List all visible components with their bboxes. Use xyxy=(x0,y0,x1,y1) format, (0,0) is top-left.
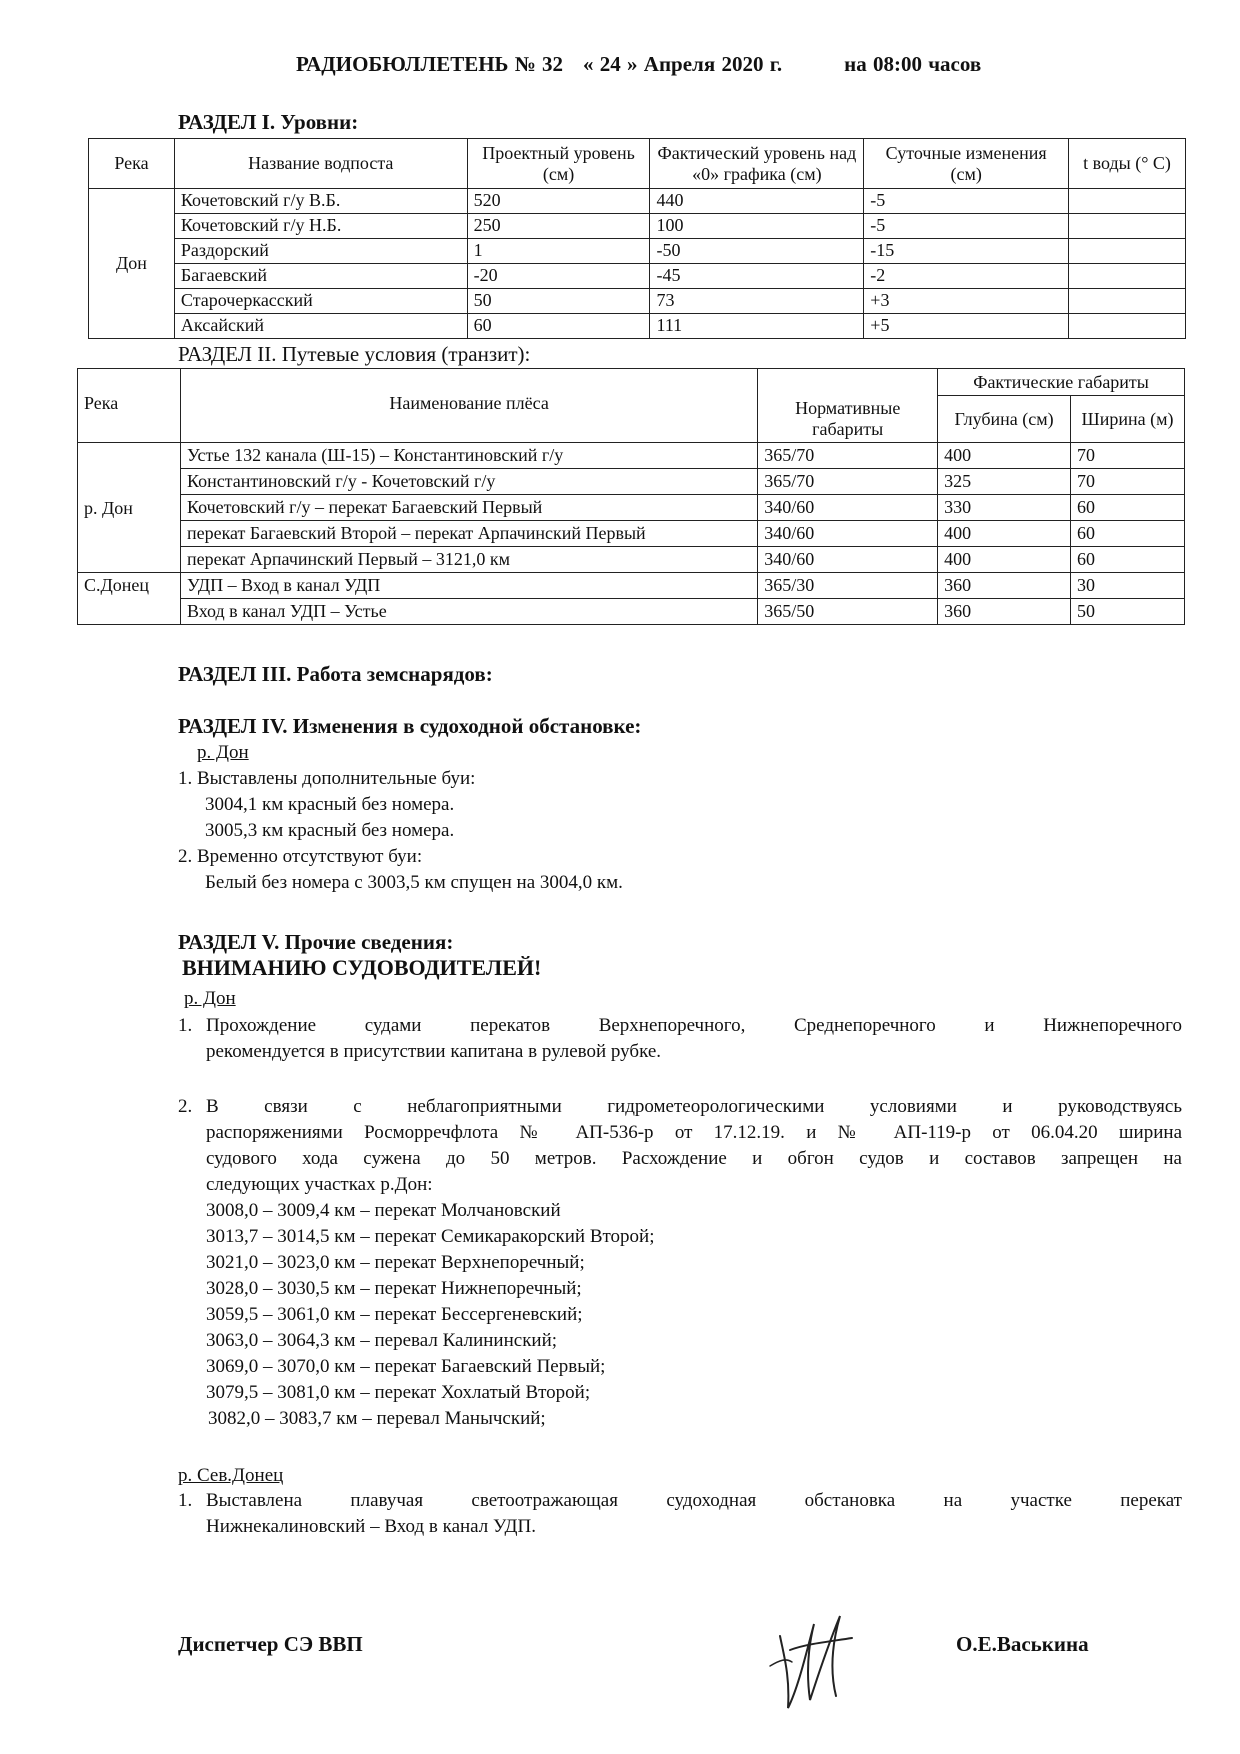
levels-post: Старочеркасский xyxy=(174,289,467,314)
dispatcher-name: О.Е.Васькина xyxy=(956,1632,1089,1656)
route-river-cell: р. Дон xyxy=(78,443,181,573)
route-width: 60 xyxy=(1071,547,1185,573)
levels-design: -20 xyxy=(467,264,650,289)
section4-river: р. Дон xyxy=(197,742,249,763)
bulletin-date: « 24 » Апреля 2020 г. xyxy=(583,52,783,76)
section5-river-2-label: р. Сев.Донец xyxy=(178,1465,284,1486)
paragraph-line: Прохождение судами перекатов Верхнепоречного, Среднепоречного и Нижнепоречного xyxy=(206,1015,1182,1036)
route-width: 70 xyxy=(1071,443,1185,469)
route-reach: Константиновский г/у - Кочетовский г/у xyxy=(180,469,757,495)
table-row xyxy=(89,239,1186,264)
attention-heading: ВНИМАНИЮ СУДОВОДИТЕЛЕЙ! xyxy=(182,955,542,980)
levels-river-cell: Дон xyxy=(89,189,175,339)
levels-daily: +5 xyxy=(864,314,1069,339)
section4-content xyxy=(178,740,623,896)
paragraph-number: 2. xyxy=(178,1096,193,1117)
table-row xyxy=(78,521,1185,547)
route-reach: Устье 132 канала (Ш-15) – Константиновский г/у xyxy=(180,443,757,469)
route-depth: 400 xyxy=(938,547,1071,573)
levels-header-daily: Суточные изменения (см) xyxy=(864,139,1069,189)
route-header-actual: Фактические габариты xyxy=(938,369,1185,396)
table-row xyxy=(89,314,1186,339)
table-row xyxy=(78,573,1185,599)
levels-daily: -5 xyxy=(864,189,1069,214)
list-item: 3028,0 – 3030,5 км – перекат Нижнепоречный; xyxy=(206,1278,582,1299)
section5-river-2 xyxy=(178,1463,283,1489)
levels-header-river: Река xyxy=(89,139,175,189)
levels-header-post: Название водпоста xyxy=(174,139,467,189)
levels-header-temp: t воды (° С) xyxy=(1069,139,1186,189)
paragraph-line: следующих участках р.Дон: xyxy=(206,1174,433,1195)
route-width: 50 xyxy=(1071,599,1185,625)
route-reach: Вход в канал УДП – Устье xyxy=(180,599,757,625)
route-reach: перекат Арпачинский Первый – 3121,0 км xyxy=(180,547,757,573)
levels-design: 60 xyxy=(467,314,650,339)
paragraph-number: 1. xyxy=(178,1490,193,1511)
section4-item-2: 2. Временно отсутствуют буи: xyxy=(178,846,423,867)
levels-design: 250 xyxy=(467,214,650,239)
route-norm: 365/70 xyxy=(758,443,938,469)
section5-paragraph-3 xyxy=(178,1488,1182,1540)
bulletin-number: РАДИОБЮЛЛЕТЕНЬ № 32 xyxy=(296,52,564,76)
bulletin-time: на 08:00 часов xyxy=(844,52,982,76)
section5-paragraph-2 xyxy=(178,1094,1182,1432)
route-norm: 340/60 xyxy=(758,521,938,547)
paragraph-line: судового хода сужена до 50 метров. Расхождение и обгон судов и составов запрещен на xyxy=(206,1148,1182,1169)
list-item: 3021,0 – 3023,0 км – перекат Верхнепоречный; xyxy=(206,1252,585,1273)
levels-temp xyxy=(1069,189,1186,214)
levels-temp xyxy=(1069,239,1186,264)
paragraph-line: Нижнекалиновский – Вход в канал УДП. xyxy=(206,1516,536,1537)
table-row xyxy=(89,189,1186,214)
route-norm: 340/60 xyxy=(758,547,938,573)
list-item: 3079,5 – 3081,0 км – перекат Хохлатый Второй; xyxy=(206,1382,591,1403)
levels-design: 50 xyxy=(467,289,650,314)
route-norm: 365/70 xyxy=(758,469,938,495)
list-item: 3069,0 – 3070,0 км – перекат Багаевский Первый; xyxy=(206,1356,606,1377)
table-row xyxy=(78,495,1185,521)
table-row xyxy=(78,599,1185,625)
table-row xyxy=(78,443,1185,469)
levels-daily: +3 xyxy=(864,289,1069,314)
route-reach: УДП – Вход в канал УДП xyxy=(180,573,757,599)
levels-table xyxy=(88,138,1186,339)
signature-icon xyxy=(740,1596,860,1716)
levels-actual: 440 xyxy=(650,189,864,214)
route-header-norm: Нормативные габариты xyxy=(758,369,938,443)
route-norm: 365/30 xyxy=(758,573,938,599)
levels-temp xyxy=(1069,314,1186,339)
levels-design: 1 xyxy=(467,239,650,264)
section5-paragraph-1 xyxy=(178,1013,1182,1065)
route-river-cell: С.Донец xyxy=(78,573,181,625)
levels-daily: -2 xyxy=(864,264,1069,289)
levels-temp xyxy=(1069,289,1186,314)
route-depth: 360 xyxy=(938,599,1071,625)
route-norm: 340/60 xyxy=(758,495,938,521)
levels-actual: 111 xyxy=(650,314,864,339)
table-row xyxy=(89,289,1186,314)
paragraph-line: рекомендуется в присутствии капитана в рулевой рубке. xyxy=(206,1041,662,1062)
list-item: 3013,7 – 3014,5 км – перекат Семикаракорский Второй; xyxy=(206,1226,655,1247)
levels-post: Багаевский xyxy=(174,264,467,289)
levels-actual: 100 xyxy=(650,214,864,239)
table-row xyxy=(78,547,1185,573)
route-header-depth: Глубина (см) xyxy=(938,396,1071,443)
paragraph-line: распоряжениями Росморречфлота № АП-536-р от 17.12.19. и № АП-119-р от 06.04.20 ширина xyxy=(206,1122,1182,1143)
route-width: 60 xyxy=(1071,495,1185,521)
levels-design: 520 xyxy=(467,189,650,214)
route-width: 70 xyxy=(1071,469,1185,495)
route-width: 30 xyxy=(1071,573,1185,599)
route-table xyxy=(77,368,1185,625)
section4-item-1-line: 3004,1 км красный без номера. xyxy=(205,794,455,815)
route-depth: 400 xyxy=(938,521,1071,547)
table-row xyxy=(78,469,1185,495)
list-item: 3059,5 – 3061,0 км – перекат Бессергеневский; xyxy=(206,1304,583,1325)
section3-title: РАЗДЕЛ III. Работа земснарядов: xyxy=(178,662,493,686)
route-header-river: Река xyxy=(78,369,181,443)
route-width: 60 xyxy=(1071,521,1185,547)
levels-post: Аксайский xyxy=(174,314,467,339)
route-depth: 400 xyxy=(938,443,1071,469)
levels-header-design: Проектный уровень (см) xyxy=(467,139,650,189)
route-reach: Кочетовский г/у – перекат Багаевский Первый xyxy=(180,495,757,521)
route-reach: перекат Багаевский Второй – перекат Арпачинский Первый xyxy=(180,521,757,547)
section5-river-label: р. Дон xyxy=(184,988,236,1009)
paragraph-line: В связи с неблагоприятными гидрометеорологическими условиями и руководствуясь xyxy=(206,1096,1182,1117)
levels-post: Кочетовский г/у В.Б. xyxy=(174,189,467,214)
route-depth: 360 xyxy=(938,573,1071,599)
section5-title: РАЗДЕЛ V. Прочие сведения: xyxy=(178,930,454,954)
section5-river xyxy=(184,986,236,1012)
levels-post: Кочетовский г/у Н.Б. xyxy=(174,214,467,239)
paragraph-line: Выставлена плавучая светоотражающая судоходная обстановка на участке перекат xyxy=(206,1490,1182,1511)
levels-header-actual: Фактический уровень над «0» графика (см) xyxy=(650,139,864,189)
list-item: 3082,0 – 3083,7 км – перевал Манычский; xyxy=(208,1408,546,1429)
table-row xyxy=(89,264,1186,289)
levels-actual: 73 xyxy=(650,289,864,314)
route-header-reach: Наименование плёса xyxy=(180,369,757,443)
paragraph-number: 1. xyxy=(178,1015,193,1036)
dispatcher-position: Диспетчер СЭ ВВП xyxy=(178,1632,363,1656)
levels-temp xyxy=(1069,214,1186,239)
section4-title: РАЗДЕЛ IV. Изменения в судоходной обстановке: xyxy=(178,714,642,738)
bulletin-title xyxy=(296,52,981,77)
section1-title: РАЗДЕЛ I. Уровни: xyxy=(178,110,359,134)
levels-post: Раздорский xyxy=(174,239,467,264)
list-item: 3008,0 – 3009,4 км – перекат Молчановский xyxy=(206,1200,561,1221)
section4-item-1: 1. Выставлены дополнительные буи: xyxy=(178,768,476,789)
route-header-width: Ширина (м) xyxy=(1071,396,1185,443)
levels-temp xyxy=(1069,264,1186,289)
table-row xyxy=(89,214,1186,239)
route-depth: 325 xyxy=(938,469,1071,495)
section4-item-1-line: 3005,3 км красный без номера. xyxy=(205,820,455,841)
section4-item-2-line: Белый без номера с 3003,5 км спущен на 3004,0 км. xyxy=(205,872,623,893)
route-depth: 330 xyxy=(938,495,1071,521)
route-norm: 365/50 xyxy=(758,599,938,625)
levels-actual: -50 xyxy=(650,239,864,264)
list-item: 3063,0 – 3064,3 км – перевал Калининский; xyxy=(206,1330,558,1351)
section2-title: РАЗДЕЛ II. Путевые условия (транзит): xyxy=(178,342,531,366)
levels-daily: -5 xyxy=(864,214,1069,239)
levels-actual: -45 xyxy=(650,264,864,289)
levels-daily: -15 xyxy=(864,239,1069,264)
